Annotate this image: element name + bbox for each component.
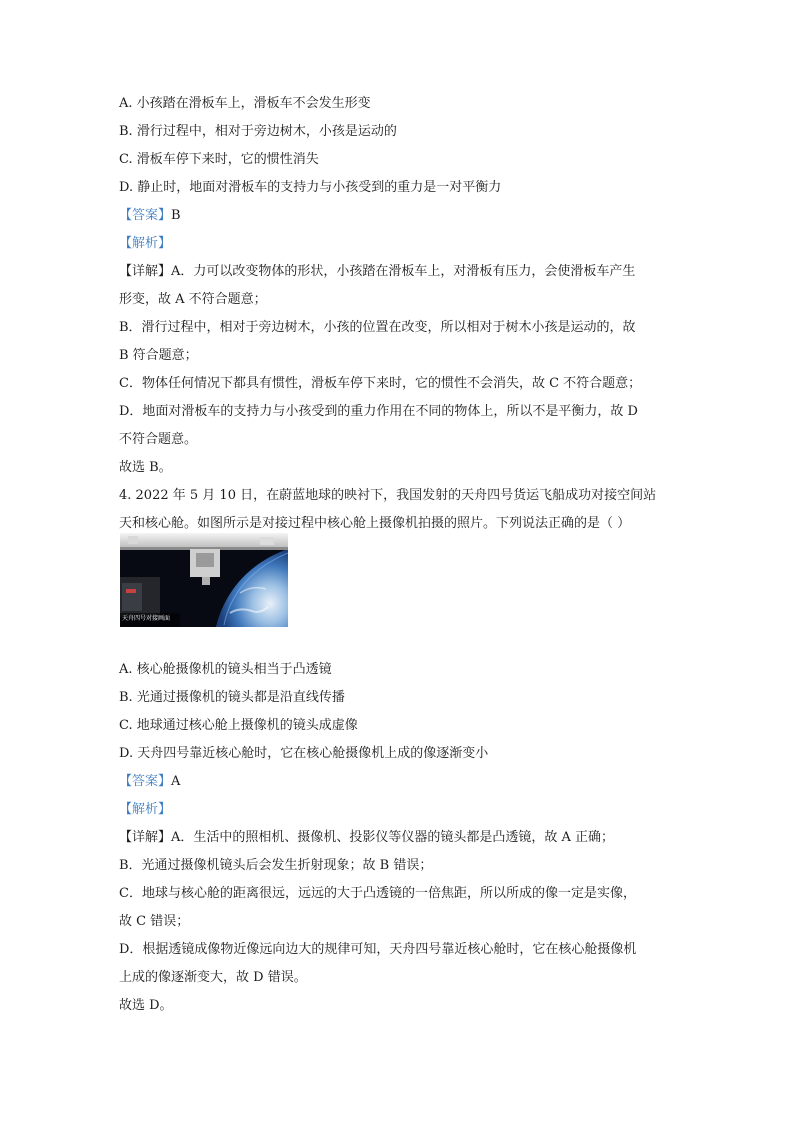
docking-photo-image [120,533,288,627]
q3-detail-text: A．力可以改变物体的形状，小孩踏在滑板车上，对滑板有压力，会使滑板车产生 [171,264,636,279]
docking-photo [120,533,288,627]
q3-detail-line: C．物体任何情况下都具有惯性，滑板车停下来时，它的惯性不会消失，故 C 不符合题意； [119,376,642,391]
q3-detail-line [119,264,635,280]
q3-answer-tag: 【答案】 [119,208,172,223]
q4-option-b: B. 光通过摄像机的镜头都是沿直线传播 [119,690,345,705]
q3-detail-line: B 符合题意； [119,348,198,363]
q4-detail-line: 故 C 错误； [119,914,190,929]
q4-option-a: A. 核心舱摄像机的镜头相当于凸透镜 [119,662,332,677]
q3-detail-line: 形变，故 A 不符合题意； [119,292,267,307]
q3-detail-tag: 【详解】 [119,264,172,279]
q4-analysis-tag: 【解析】 [119,802,172,817]
q4-conclusion: 故选 D。 [119,998,173,1013]
q3-conclusion: 故选 B。 [119,460,172,475]
q4-answer-tag: 【答案】 [119,774,172,789]
q3-option-b: B. 滑行过程中，相对于旁边树木，小孩是运动的 [119,124,397,139]
q4-answer-value: A [171,774,181,789]
q4-detail-tag: 【详解】 [119,830,172,845]
q4-detail-line: D．根据透镜成像物近像远向边大的规律可知，天舟四号靠近核心舱时，它在核心舱摄像机 [119,942,637,957]
q3-detail-line: B．滑行过程中，相对于旁边树木，小孩的位置在改变，所以相对于树木小孩是运动的，故 [119,320,636,335]
q3-analysis-tag: 【解析】 [119,236,172,251]
q3-detail-line: D．地面对滑板车的支持力与小孩受到的重力作用在不同的物体上，所以不是平衡力，故 D [119,404,638,419]
q4-detail-line: C．地球与核心舱的距离很远，远远的大于凸透镜的一倍焦距，所以所成的像一定是实像， [119,886,636,901]
q4-stem-line: 4. 2022 年 5 月 10 日，在蔚蓝地球的映衬下，我国发射的天舟四号货运飞船成功对接空间站 [119,488,657,503]
docking-photo-caption: 天舟四号对接画面 [122,615,171,622]
q3-option-d: D. 静止时，地面对滑板车的支持力与小孩受到的重力是一对平衡力 [119,180,502,195]
q3-answer-value: B [171,208,181,223]
q3-option-c: C. 滑板车停下来时，它的惯性消失 [119,152,319,167]
q3-answer [119,208,181,224]
q4-detail-line: 上成的像逐渐变大，故 D 错误。 [119,970,307,985]
q4-stem-line: 天和核心舱。如图所示是对接过程中核心舱上摄像机拍摄的照片。下列说法正确的是（ ） [119,516,631,531]
q4-answer [119,774,180,790]
q4-detail-text: A．生活中的照相机、摄像机、投影仪等仪器的镜头都是凸透镜，故 A 正确； [171,830,615,845]
q4-detail-line: B．光通过摄像机镜头后会发生折射现象；故 B 错误； [119,858,433,873]
q3-detail-line: 不符合题意。 [119,432,198,447]
q4-detail-line [119,830,614,846]
q4-option-c: C. 地球通过核心舱上摄像机的镜头成虚像 [119,718,358,733]
q4-option-d: D. 天舟四号靠近核心舱时，它在核心舱摄像机上成的像逐渐变小 [119,746,489,761]
q3-option-a: A. 小孩踏在滑板车上，滑板车不会发生形变 [119,96,371,111]
